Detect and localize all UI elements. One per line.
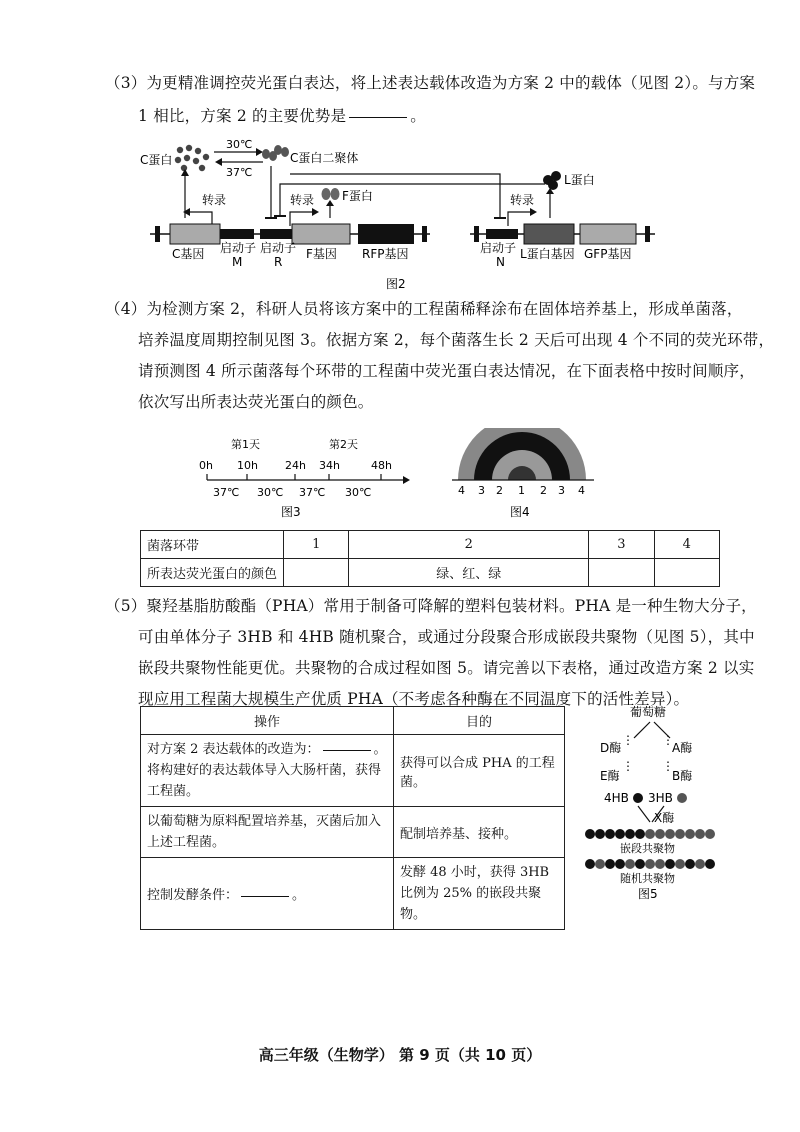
table1-answer-3[interactable] [589, 559, 654, 587]
table1-col-4: 4 [654, 531, 719, 559]
dots-right-2: ⋮ [662, 759, 674, 773]
c-dimer-shapes [262, 145, 289, 161]
ring-label-3-left: 3 [478, 484, 485, 497]
q4-line2: 培养温度周期控制见图 3。依据方案 2，每个菌落生长 2 天后可出现 4 个不同的荧光环带， [138, 331, 775, 349]
day1-label: 第1天 [231, 438, 260, 451]
table1-col-1: 1 [284, 531, 349, 559]
figure-5-caption: 图5 [638, 887, 658, 901]
figure-3-caption: 图3 [281, 505, 301, 519]
table2-head-op: 操作 [141, 707, 394, 735]
f-protein-label: F蛋白 [342, 189, 373, 203]
temp-30-label: 30℃ [226, 138, 253, 151]
hb4-monomer [633, 793, 643, 803]
random-copolymer-chain [585, 859, 715, 869]
table2-r3-goal: 发酵 48 小时，获得 3HB 比例为 25% 的嵌段共聚物。 [394, 858, 565, 930]
c-dimer-label: C蛋白二聚体 [290, 151, 359, 165]
table1-col-2: 2 [349, 531, 589, 559]
page-footer: 高三年级（生物学） 第 9 页（共 10 页） [258, 1046, 542, 1064]
c-protein-label: C蛋白 [140, 153, 173, 167]
dna-end-1b [422, 226, 427, 242]
q5-line1: （5）聚羟基脂肪酸酯（PHA）常用于制备可降解的塑料包装材料。PHA 是一种生物大分子， [105, 597, 757, 615]
temp-seg-1: 37℃ [213, 486, 240, 499]
glucose-arrow-left [634, 722, 650, 738]
rfp-gene-label: RFP基因 [362, 247, 409, 261]
q3-line2-text: 1 相比，方案 2 的主要优势是 [138, 107, 347, 125]
table1-answer-2: 绿、红、绿 [349, 559, 589, 587]
random-copolymer-label: 随机共聚物 [620, 872, 675, 885]
table2-head-goal: 目的 [394, 707, 565, 735]
promoter-m-box [220, 229, 254, 239]
table1-answer-4[interactable] [654, 559, 719, 587]
c-protein-dots [175, 145, 209, 171]
table-row [141, 735, 565, 807]
ring-label-2-left: 2 [496, 484, 503, 497]
hb4-label: 4HB [604, 791, 629, 805]
ring-label-4-left: 4 [458, 484, 465, 497]
block-copolymer-chain [585, 829, 715, 839]
gfp-gene-box [580, 224, 636, 244]
f-gene-label: F基因 [306, 247, 337, 261]
promoter-n-label: 启动子 [480, 241, 517, 255]
n-label: N [496, 255, 505, 269]
ring-label-1: 1 [518, 484, 525, 497]
rfp-gene-box [358, 224, 414, 244]
figure-2-caption: 图2 [386, 277, 406, 291]
q5-line3: 嵌段共聚物性能更优。共聚物的合成过程如图 5。请完善以下表格，通过改造方案 2 以实 [138, 659, 755, 677]
x-enzyme-label: X酶 [654, 811, 675, 825]
pha-operation-table [140, 706, 565, 930]
f-protein-shape [322, 188, 340, 200]
table2-r1-goal: 获得可以合成 PHA 的工程菌。 [394, 735, 565, 807]
temp-37-label: 37℃ [226, 166, 253, 179]
m-label: M [232, 255, 243, 269]
q3-line1: （3）为更精准调控荧光蛋白表达，将上述表达载体改造为方案 2 中的载体（见图 2）。与方案 [105, 74, 756, 92]
transcribe-label-2: 转录 [290, 193, 315, 207]
q3-line2 [138, 101, 426, 131]
tick-10h: 10h [237, 459, 258, 472]
table-row [141, 531, 720, 559]
f-protein-inhibit-line [290, 174, 500, 218]
l-protein-label: L蛋白 [564, 173, 595, 187]
hb3-monomer [677, 793, 687, 803]
day2-label: 第2天 [329, 438, 358, 451]
figure-4 [448, 428, 598, 522]
q3-answer-blank[interactable] [349, 116, 407, 118]
q5-line2: 可由单体分子 3HB 和 4HB 随机聚合，或通过分段聚合形成嵌段共聚物（见图 5），其中 [138, 628, 755, 646]
promoter-r-box [260, 229, 292, 239]
table2-r3-op-a: 控制发酵条件： [147, 888, 239, 903]
tick-0h: 0h [199, 459, 213, 472]
r-label: R [274, 255, 283, 269]
l-protein-shape [543, 171, 561, 190]
table2-r1-op-c: 将构建好的表达载体导入大肠杆菌，获得工程菌。 [147, 763, 382, 799]
q4-line3: 请预测图 4 所示菌落每个环带的工程菌中荧光蛋白表达情况，在下面表格中按时间顺序， [138, 362, 755, 380]
table2-r2-goal: 配制培养基、接种。 [394, 807, 565, 858]
c-gene-label: C基因 [172, 247, 205, 261]
table2-r3-blank[interactable] [241, 895, 289, 897]
l-gene-box [524, 224, 574, 244]
transcribe-arrow-r-head [312, 208, 319, 216]
dna-end-2b [645, 226, 650, 242]
block-copolymer-label: 嵌段共聚物 [620, 842, 675, 855]
glucose-label: 葡萄糖 [630, 705, 667, 719]
timeline-arrow-head [403, 476, 410, 484]
transcribe-arrow-n-head [530, 208, 537, 216]
figure-3 [195, 432, 415, 522]
l-protein-inhibit-line [280, 184, 545, 216]
e-enzyme-label: E酶 [600, 769, 620, 783]
c-gene-box [170, 224, 220, 244]
timeline-ticks [207, 474, 381, 480]
table-row [141, 807, 565, 858]
dots-right-1: ⋮ [662, 733, 674, 747]
q3-line2-end: 。 [410, 107, 426, 125]
q4-line1: （4）为检测方案 2，科研人员将该方案中的工程菌稀释涂布在固体培养基上，形成单菌落， [105, 300, 743, 318]
transcribe-label-1: 转录 [202, 193, 227, 207]
figure-2 [140, 138, 660, 294]
q5-line4: 现应用工程菌大规模生产优质 PHA（不考虑各种酶在不同温度下的活性差异）。 [138, 690, 690, 708]
figure-5 [582, 702, 722, 902]
f-gene-box [292, 224, 350, 244]
temp-seg-4: 30℃ [345, 486, 372, 499]
hb3-label: 3HB [648, 791, 673, 805]
dna-end-2a [474, 226, 479, 242]
ring-label-3-right: 3 [558, 484, 565, 497]
gfp-gene-label: GFP基因 [584, 247, 632, 261]
arrow-30c-head [256, 148, 263, 156]
x-arrow-left [638, 806, 650, 822]
ring-label-2-right: 2 [540, 484, 547, 497]
table2-r1-op-a: 对方案 2 表达载体的改造为： [147, 742, 320, 757]
d-enzyme-label: D酶 [600, 741, 622, 755]
arrow-37c-head [215, 158, 222, 166]
table2-r1-op [141, 735, 394, 807]
table2-r1-blank[interactable] [323, 749, 371, 751]
colony-ring-table [140, 530, 720, 587]
f-gene-up-arrow-head [326, 200, 334, 206]
tick-34h: 34h [319, 459, 340, 472]
transcribe-arrow-m-head [183, 208, 190, 216]
dna-end-1a [155, 226, 160, 242]
table-row [141, 559, 720, 587]
table-row [141, 858, 565, 930]
promoter-n-box [486, 229, 518, 239]
temp-seg-2: 30℃ [257, 486, 284, 499]
l-gene-label: L蛋白基因 [520, 247, 575, 261]
table2-r3-op [141, 858, 394, 930]
table1-answer-1[interactable] [284, 559, 349, 587]
table-row [141, 707, 565, 735]
ring-label-4-right: 4 [578, 484, 585, 497]
transcribe-label-3: 转录 [510, 193, 535, 207]
dots-left-1: ⋮ [622, 733, 634, 747]
figure-4-caption: 图4 [510, 505, 530, 519]
temp-seg-3: 37℃ [299, 486, 326, 499]
table2-r1-op-b: 。 [373, 742, 387, 757]
table2-r3-op-b: 。 [292, 888, 306, 903]
table1-col-3: 3 [589, 531, 654, 559]
tick-48h: 48h [371, 459, 392, 472]
b-enzyme-label: B酶 [672, 769, 693, 783]
tick-24h: 24h [285, 459, 306, 472]
table2-r2-op: 以葡萄糖为原料配置培养基，灭菌后加入上述工程菌。 [141, 807, 394, 858]
table1-header: 菌落环带 [141, 531, 284, 559]
dots-left-2: ⋮ [622, 759, 634, 773]
q4-line4: 依次写出所表达荧光蛋白的颜色。 [138, 393, 374, 411]
promoter-m-label: 启动子 [220, 241, 257, 255]
table1-row-label: 所表达荧光蛋白的颜色 [141, 559, 284, 587]
a-enzyme-label: A酶 [672, 741, 693, 755]
promoter-r-label: 启动子 [260, 241, 297, 255]
